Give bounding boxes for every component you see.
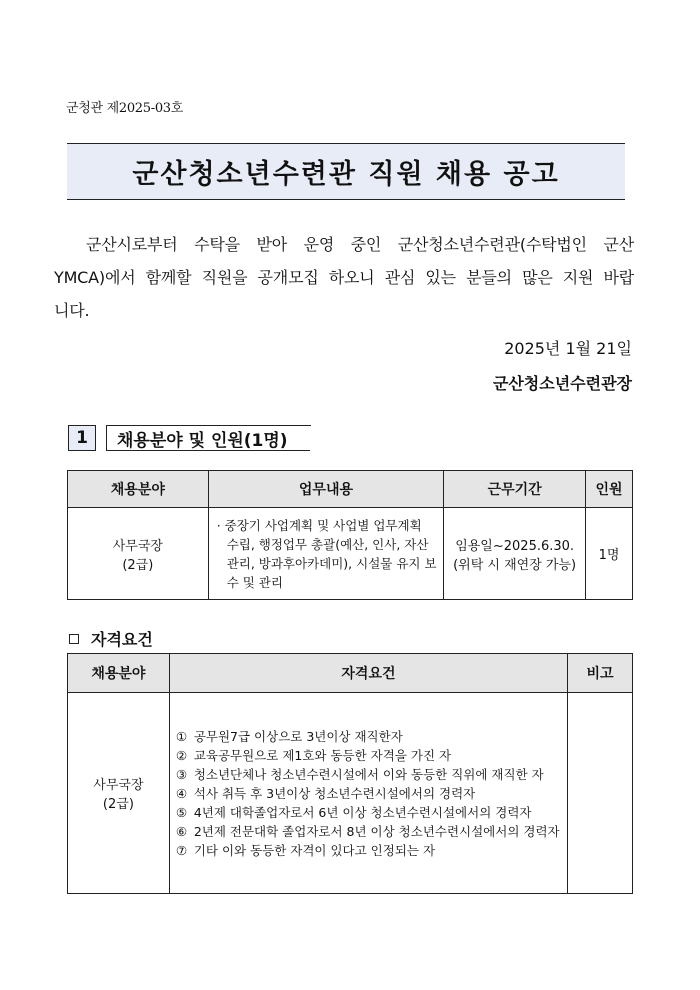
duties-text: · 중장기 사업계획 및 사업별 업무계획 수립, 행정업무 총괄(예산, 인사, 자산관리, 방과후아카데미), 시설물 유지 보수 및 관리: [216, 517, 437, 590]
field-grade: (2급): [122, 557, 154, 573]
recruitment-table: [67, 470, 633, 600]
field-name: 사무국장: [93, 778, 144, 793]
intro-paragraph: [54, 228, 634, 327]
item-number: ⑦: [175, 842, 188, 858]
list-item: [176, 765, 561, 784]
header-count: 인원: [586, 471, 633, 508]
section1-heading: [68, 425, 310, 451]
intro-text: 군산시로부터 수탁을 받아 운영 중인 군산청소년수련관(수탁법인 군산YMCA)에서 함께할 직원을 공개모집 하오니 관심 있는 분들의 많은 지원 바랍니다.: [54, 235, 634, 320]
table-row: [68, 508, 633, 600]
document-number: 군청관 제2025-03호: [66, 101, 184, 116]
item-text: 교육공무원으로 제1호와 동등한 자격을 가진 자: [193, 747, 452, 763]
item-text: 2년제 전문대학 졸업자로서 8년 이상 청소년수련시설에서의 경력자: [193, 823, 560, 839]
item-text: 석사 취득 후 3년이상 청소년수련시설에서의 경력자: [193, 785, 476, 801]
item-text: 공무원7급 이상으로 3년이상 재직한자: [193, 728, 403, 744]
field-cell: [68, 508, 209, 600]
header-note: 비고: [568, 654, 633, 693]
note-cell: [568, 693, 633, 894]
table-row: [68, 693, 633, 894]
header-duties: 업무내용: [208, 471, 444, 508]
list-item: [176, 841, 561, 860]
header-field: 채용분야: [68, 471, 209, 508]
section2-heading: [69, 627, 153, 650]
period-text: 임용일~2025.6.30.: [455, 538, 575, 554]
field-name: 사무국장: [112, 538, 163, 554]
section2-title: 자격요건: [91, 630, 153, 649]
list-item: [176, 822, 561, 841]
period-note: (위탁 시 재연장 가능): [453, 557, 577, 573]
list-item: [176, 784, 561, 803]
period-cell: [444, 508, 586, 600]
item-number: ②: [175, 747, 188, 763]
title-box: [67, 143, 625, 200]
item-number: ①: [175, 728, 188, 744]
item-text: 4년제 대학졸업자로서 6년 이상 청소년수련시설에서의 경력자: [193, 804, 532, 820]
item-text: 기타 이와 동등한 자격이 있다고 인정되는 자: [193, 842, 436, 858]
list-item: [176, 803, 561, 822]
header-period: 근무기간: [444, 471, 586, 508]
item-number: ⑥: [175, 823, 188, 839]
item-number: ④: [175, 785, 188, 801]
qualifications-cell: [169, 693, 567, 894]
field-grade: (2급): [102, 797, 134, 812]
section1-number: 1: [68, 425, 96, 451]
item-number: ⑤: [175, 804, 188, 820]
qualification-table: [67, 653, 633, 894]
square-bullet-icon: [69, 634, 79, 644]
section1-title: 채용분야 및 인원(1명): [106, 425, 310, 451]
issuer: 군산청소년수련관장: [492, 374, 632, 393]
field-cell: [68, 693, 170, 894]
header-qualifications: 자격요건: [169, 654, 567, 693]
count-cell: 1명: [586, 508, 633, 600]
header-field: 채용분야: [68, 654, 170, 693]
page-title: 군산청소년수련관 직원 채용 공고: [132, 159, 560, 190]
list-item: [176, 746, 561, 765]
item-text: 청소년단체나 청소년수련시설에서 이와 동등한 직위에 재직한 자: [193, 766, 544, 782]
list-item: [176, 727, 561, 746]
item-number: ③: [175, 766, 188, 782]
duties-cell: [208, 508, 444, 600]
announcement-date: 2025년 1월 21일: [504, 339, 632, 358]
